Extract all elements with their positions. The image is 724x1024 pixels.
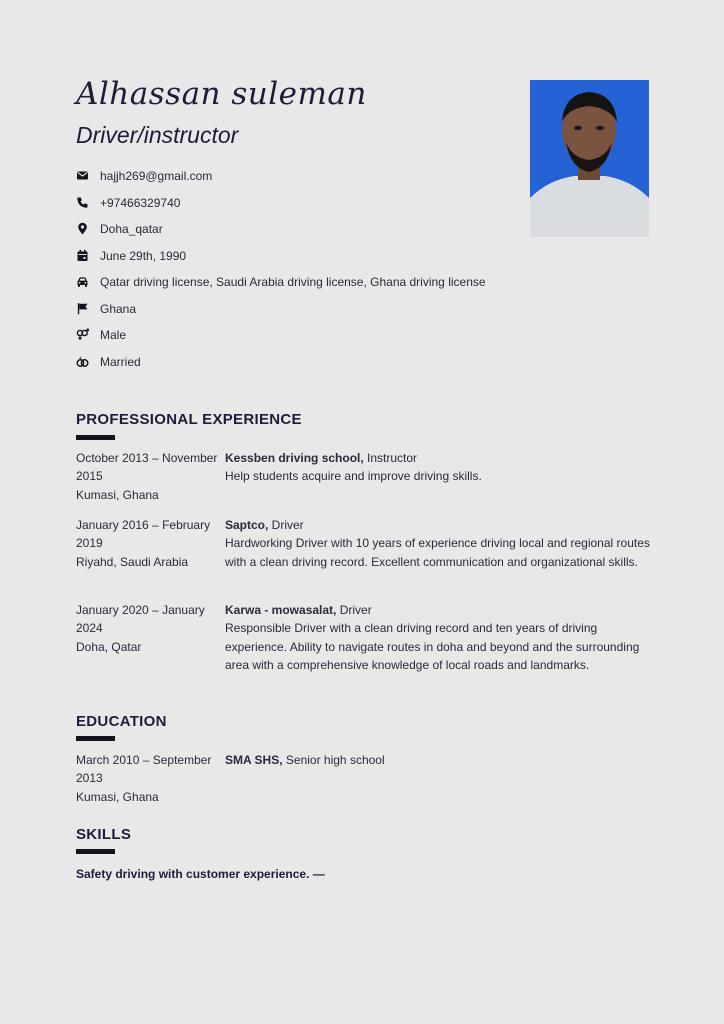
flag-icon: [76, 302, 89, 315]
nationality-text: Ghana: [100, 301, 137, 316]
experience-dates: [76, 516, 225, 571]
experience-role: Instructor: [363, 451, 418, 465]
experience-details: [225, 601, 653, 674]
contact-birthdate: [76, 247, 496, 265]
phone-text: +97466329740: [100, 195, 181, 210]
experience-heading: PROFESSIONAL EXPERIENCE: [76, 411, 302, 428]
experience-details: [225, 516, 653, 571]
experience-dates: [76, 449, 225, 504]
calendar-icon: [76, 249, 89, 262]
experience-description: Responsible Driver with a clean driving record and ten years of driving experience. Ability to navigate routes in doha and beyond and the surrounding area with a comprehensive knowledge of local roads and landmarks.: [225, 621, 640, 672]
education-location: Kumasi, Ghana: [76, 789, 159, 804]
experience-role: Driver: [268, 518, 304, 532]
contact-marital-status: [76, 353, 496, 371]
contact-phone: [76, 194, 496, 212]
experience-description: Help students acquire and improve driving skills.: [225, 469, 482, 484]
birthdate-text: June 29th, 1990: [100, 248, 187, 263]
experience-entry: [76, 516, 656, 571]
contact-location: [76, 220, 496, 238]
contact-email: [76, 167, 496, 185]
skill-item: Safety driving with customer experience. —: [76, 867, 325, 881]
location-pin-icon: [76, 222, 89, 235]
experience-org: Saptco,: [225, 518, 269, 532]
experience-date-range: January 2016 – February 2019: [76, 518, 211, 551]
job-title: Driver/instructor: [76, 122, 239, 148]
gender-text: Male: [100, 328, 127, 342]
education-org: SMA SHS,: [225, 753, 283, 767]
experience-date-range: January 2020 – January 2024: [76, 603, 205, 636]
experience-role: Driver: [336, 603, 372, 617]
education-details: [225, 751, 653, 806]
gender-icon: [76, 328, 89, 341]
contact-gender: [76, 326, 496, 344]
car-icon: [76, 275, 89, 288]
experience-org: Kessben driving school,: [225, 451, 364, 465]
experience-date-range: October 2013 – November 2015: [76, 451, 218, 484]
email-text: hajjh269@gmail.com: [100, 169, 213, 183]
contact-list: [76, 167, 496, 379]
skills-heading: SKILLS: [76, 826, 132, 843]
education-date-range: March 2010 – September 2013: [76, 753, 212, 786]
profile-photo: [530, 80, 649, 237]
experience-entry: [76, 601, 656, 674]
education-heading: EDUCATION: [76, 713, 167, 730]
rings-icon: [76, 355, 89, 368]
experience-location: Riyahd, Saudi Arabia: [76, 554, 189, 569]
experience-description: Hardworking Driver with 10 years of experience driving local and regional routes with a clean driving record. Excellent communication and organizational skills.: [225, 536, 650, 569]
experience-location: Kumasi, Ghana: [76, 487, 159, 502]
experience-dates: [76, 601, 225, 674]
candidate-name: Alhassan suleman: [76, 76, 367, 112]
education-role: Senior high school: [282, 753, 385, 767]
experience-details: [225, 449, 653, 504]
experience-org: Karwa - mowasalat,: [225, 603, 337, 617]
portrait-image: [530, 80, 649, 237]
skills-heading-bar: [76, 849, 115, 854]
experience-heading-bar: [76, 435, 115, 440]
phone-icon: [76, 196, 89, 209]
education-heading-bar: [76, 736, 115, 741]
education-entry: [76, 751, 656, 806]
location-text: Doha_qatar: [100, 222, 163, 236]
marital-status-text: Married: [100, 354, 141, 369]
education-dates: [76, 751, 225, 806]
envelope-icon: [76, 169, 89, 182]
experience-entry: [76, 449, 656, 504]
experience-location: Doha, Qatar: [76, 639, 142, 654]
contact-licenses: [76, 273, 496, 291]
contact-nationality: [76, 300, 496, 318]
licenses-text: Qatar driving license, Saudi Arabia driving license, Ghana driving license: [100, 275, 486, 289]
